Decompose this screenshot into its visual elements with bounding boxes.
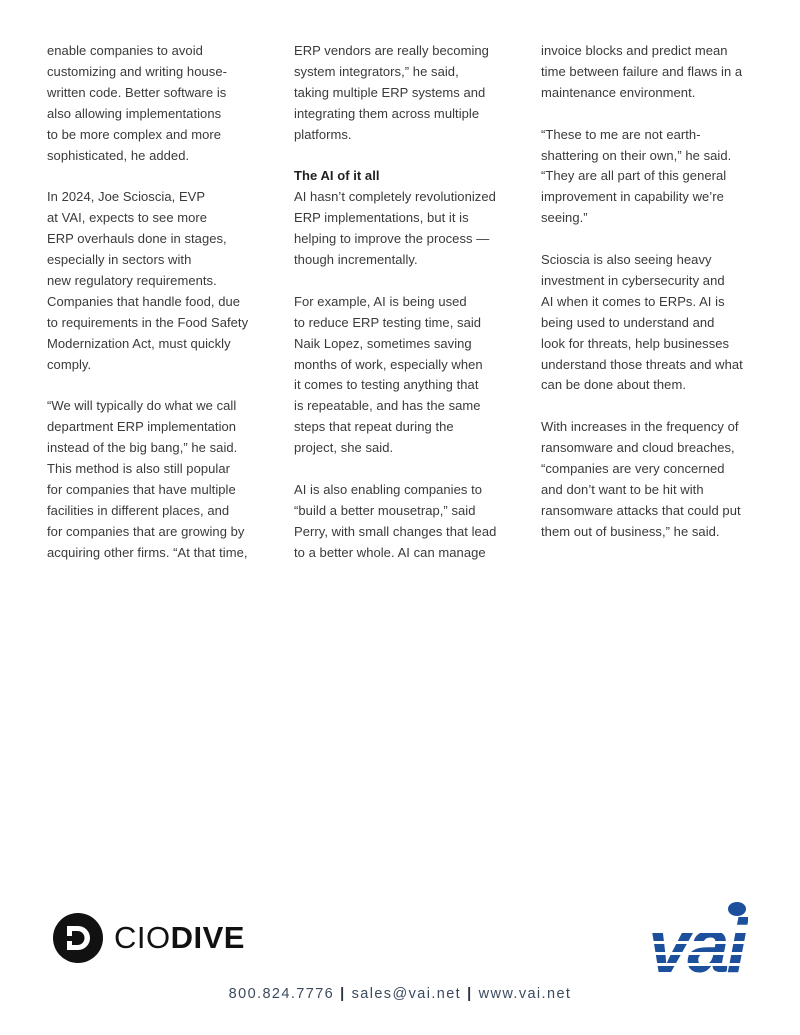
text-line: time between failure and flaws in a — [541, 63, 743, 79]
article-column-3 — [541, 41, 756, 543]
text-line: system integrators,” he said, — [294, 63, 459, 79]
text-line: investment in cybersecurity and — [541, 272, 725, 288]
text-line: improvement in capability we’re — [541, 189, 724, 205]
text-line: at VAI, expects to see more — [47, 210, 208, 226]
text-line: For example, AI is being used — [294, 293, 467, 309]
text-line: new regulatory requirements. — [47, 272, 217, 288]
text-line: ERP implementations, but it is — [294, 210, 469, 226]
text-line: look for threats, help businesses — [541, 335, 730, 351]
text-line: steps that repeat during the — [294, 419, 454, 435]
text-line: With increases in the frequency of — [541, 419, 739, 435]
text-line: This method is also still popular — [47, 461, 231, 477]
cio-dive-logo — [52, 912, 272, 964]
text-line: helping to improve the process — — [294, 231, 490, 247]
paragraph-break — [541, 104, 756, 125]
text-line: for companies that have multiple — [47, 482, 236, 497]
text-line: “They are all part of this general — [541, 168, 727, 184]
paragraph-break — [294, 146, 509, 167]
text-line: written code. Better software is — [47, 84, 227, 100]
text-line: “companies are very concerned — [541, 461, 725, 477]
text-line: facilities in different places, and — [47, 502, 230, 518]
separator: | — [340, 986, 346, 1002]
text-line: for companies that are growing by — [47, 523, 245, 539]
text-line: “We will typically do what we call — [47, 398, 237, 414]
text-line: sophisticated, he added. — [47, 147, 190, 163]
text-line: ransomware attacks that could put — [541, 502, 741, 518]
text-line: Modernization Act, must quickly — [47, 335, 231, 351]
text-line: project, she said. — [294, 440, 394, 456]
text-line: also allowing implementations — [47, 105, 222, 121]
text-line: to requirements in the Food Safety — [47, 314, 249, 330]
text-line: customizing and writing house- — [47, 63, 227, 79]
text-line: platforms. — [294, 126, 352, 142]
separator: | — [467, 986, 473, 1002]
text-line: can be done about them. — [541, 377, 686, 393]
text-line: understand those threats and what — [541, 356, 743, 372]
website-link[interactable]: www.vai.net — [478, 986, 572, 1002]
text-line: Companies that handle food, due — [47, 293, 241, 309]
text-line: to be more complex and more — [47, 126, 222, 142]
text-line: comply. — [47, 356, 92, 372]
text-line: taking multiple ERP systems and — [294, 84, 486, 100]
article-column-1 — [47, 41, 262, 564]
text-line: ransomware and cloud breaches, — [541, 440, 735, 456]
text-line: invoice blocks and predict mean — [541, 43, 728, 58]
text-line: department ERP implementation — [47, 419, 237, 435]
paragraph-break — [541, 396, 756, 417]
vai-logo — [646, 900, 748, 974]
paragraph-break — [47, 375, 262, 396]
text-line: it comes to testing anything that — [294, 377, 479, 393]
text-line: “These to me are not earth- — [541, 126, 701, 142]
text-line: shattering on their own,” he said. — [541, 147, 732, 163]
cio-dive-wordmark — [114, 921, 245, 955]
phone-number: 800.824.7776 — [228, 986, 335, 1002]
text-line: ERP vendors are really becoming — [294, 43, 489, 58]
paragraph-break — [294, 459, 509, 480]
text-line: instead of the big bang,” he said. — [47, 440, 238, 456]
text-line: enable companies to avoid — [47, 43, 203, 58]
paragraph-break — [294, 271, 509, 292]
text-line: integrating them across multiple — [294, 105, 480, 121]
text-line: Naik Lopez, sometimes saving — [294, 335, 472, 351]
text-line: acquiring other firms. “At that time, — [47, 544, 248, 560]
section-heading: The AI of it all — [294, 168, 380, 184]
cio-wordmark-part: CIO — [114, 920, 171, 955]
text-line: maintenance environment. — [541, 84, 696, 100]
contact-line — [0, 986, 800, 1002]
text-line: to reduce ERP testing time, said — [294, 314, 482, 330]
text-line: Perry, with small changes that lead — [294, 523, 497, 539]
text-line: and don’t want to be hit with — [541, 481, 704, 497]
dive-wordmark-part: DIVE — [170, 920, 245, 955]
paragraph-break — [47, 166, 262, 187]
paragraph-break — [541, 229, 756, 250]
text-line: to a better whole. AI can manage — [294, 544, 486, 560]
text-line: “build a better mousetrap,” said — [294, 502, 476, 518]
text-line: AI when it comes to ERPs. AI is — [541, 293, 725, 309]
text-line: AI is also enabling companies to — [294, 481, 483, 497]
text-line: though incrementally. — [294, 252, 418, 268]
article-column-2 — [294, 41, 509, 564]
text-line: is repeatable, and has the same — [294, 398, 481, 414]
text-line: Sciosсia is also seeing heavy — [541, 252, 712, 268]
text-line: them out of business,” he said. — [541, 523, 720, 539]
text-line: In 2024, Joe Scioscia, EVP — [47, 189, 206, 205]
cio-dive-mark-icon — [52, 912, 104, 964]
text-line: being used to understand and — [541, 314, 715, 330]
text-line: seeing.” — [541, 210, 588, 226]
text-line: especially in sectors with — [47, 252, 192, 268]
text-line: AI hasn’t completely revolutionized — [294, 189, 496, 205]
text-line: months of work, especially when — [294, 356, 483, 372]
email-link[interactable]: sales@vai.net — [351, 986, 462, 1002]
text-line: ERP overhauls done in stages, — [47, 231, 227, 247]
